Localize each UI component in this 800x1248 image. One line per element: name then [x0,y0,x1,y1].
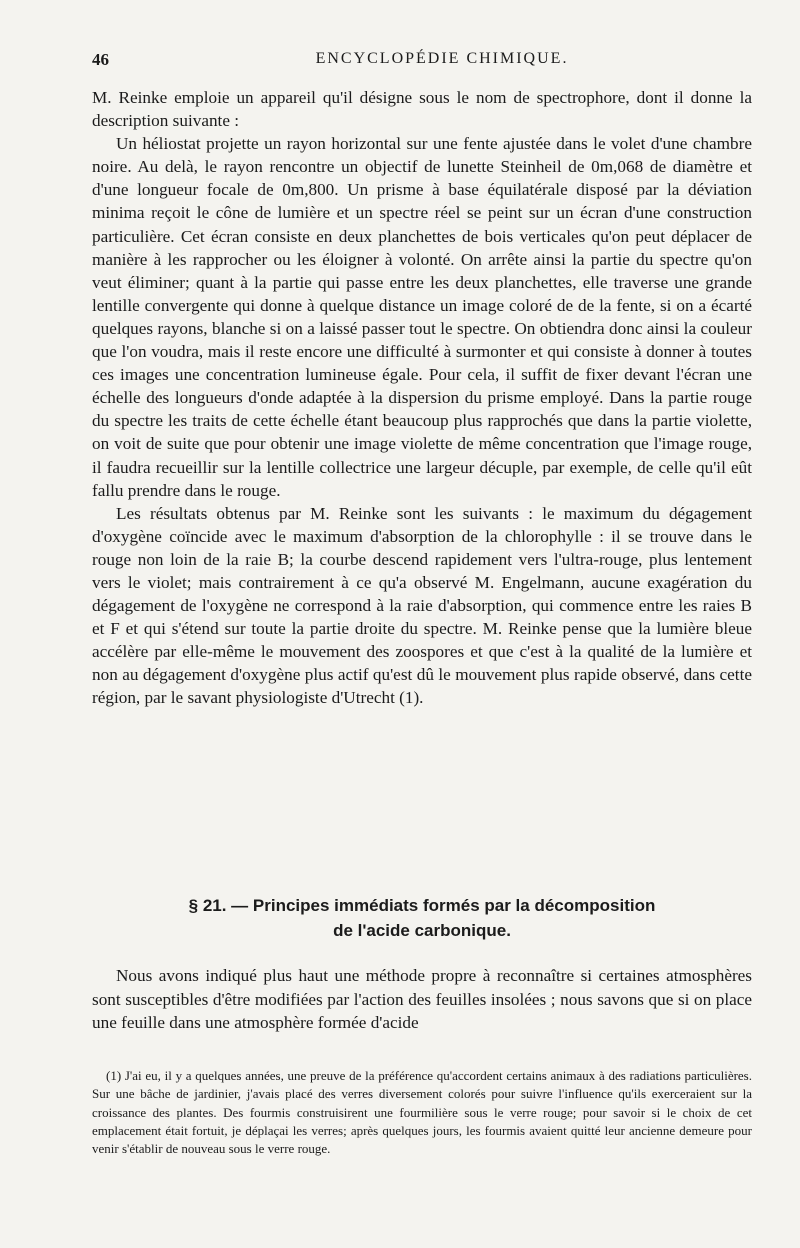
section-heading-line: de l'acide carbonique. [333,921,511,940]
paragraph: Nous avons indiqué plus haut une méthode propre à reconnaître si certaines atmosphères sont susceptibles d'être modifiées par l'action des feuilles insolées ; nous savons que si on place une feuille dans une atmosphère formée d'acide [92,966,752,1032]
section-heading [92,893,752,943]
paragraph: Les résultats obtenus par M. Reinke sont les suivants : le maximum du dégagement d'oxygène coïncide avec le maximum d'absorption de la chlorophylle : il se trouve dans le rouge non loin de la raie B; la courbe descend rapidement vers l'ultra-rouge, plus lentement vers le violet; mais contrairement à ce qu'a observé M. Engelmann, aucune exagération du dégagement de l'oxygène ne correspond à la raie d'absorption, qui commence entre les raies B et F et qui s'étend sur toute la partie droite du spectre. M. Reinke pense que la lumière bleue accélère par elle-même le mouvement des zoospores et que c'est à la qualité de la lumière et non au dégagement d'oxygène plus actif qu'est dû le mouvement plus rapide observé, dans cette région, par le savant physiologiste d'Utrecht (1). [92,503,752,708]
section-text [92,964,752,1035]
footnote-text: (1) J'ai eu, il y a quelques années, une preuve de la préférence qu'accordent certains animaux à des radiations particulières. Sur une bâche de jardinier, j'avais placé des verres diversement colorés pour suivre l'influence qu'ils exerceraient sur la croissance des plantes. Des fourmis construisirent une fourmilière sous le verre rouge; pour savoir si le choix de cet emplacement était fortuit, je déplaçai les verres; après quelques jours, les fourmis avaient quitté leur ancienne demeure pour venir s'établir de nouveau sous le verre rouge. [92,1068,752,1157]
page-header [92,50,752,74]
main-text [92,86,752,710]
section-heading-line: § 21. — Principes immédiats formés par la décomposition [188,896,656,915]
paragraph: M. Reinke emploie un appareil qu'il désigne sous le nom de spectrophore, dont il donne la description suivante : [92,88,752,131]
footnote [92,1067,752,1158]
page-number: 46 [92,50,109,69]
running-title: ENCYCLOPÉDIE CHIMIQUE. [315,50,569,67]
paragraph: Un héliostat projette un rayon horizontal sur une fente ajustée dans le volet d'une chambre noire. Au delà, le rayon rencontre un objectif de lunette Steinheil de 0m,068 de diamètre et d'une longueur focale de 0m,800. Un prisme à base équilatérale disposé par la déviation minima reçoit le cône de lumière et un spectre réel se peint sur un écran d'une construction particulière. Cet écran consiste en deux planchettes de bois verticales qu'on peut déplacer de manière à les rapprocher ou les éloigner à volonté. On arrête ainsi la partie du spectre qu'on veut éliminer; quant à la partie qui passe entre les deux planchettes, elle traverse une grande lentille convergente qui donne à quelque distance un image coloré de de la fente, si on a écarté quelques rayons, blanche si on a laissé passer tout le spectre. On obtiendra donc ainsi la couleur que l'on voudra, mais il reste encore une difficulté à surmonter et qui consiste à donner à toutes ces images une concentration lumineuse égale. Pour cela, il suffit de fixer devant l'écran une échelle des longueurs d'onde adaptée à la dispersion du prisme employé. Dans la partie rouge du spectre les traits de cette échelle étant beaucoup plus rapprochés que dans la partie violette, on voit de suite que pour obtenir une image violette de même concentration que l'image rouge, il faudra recueillir sur la lentille collectrice une largeur décuple, par exemple, de celle qu'il eût fallu prendre dans le rouge. [92,134,752,500]
